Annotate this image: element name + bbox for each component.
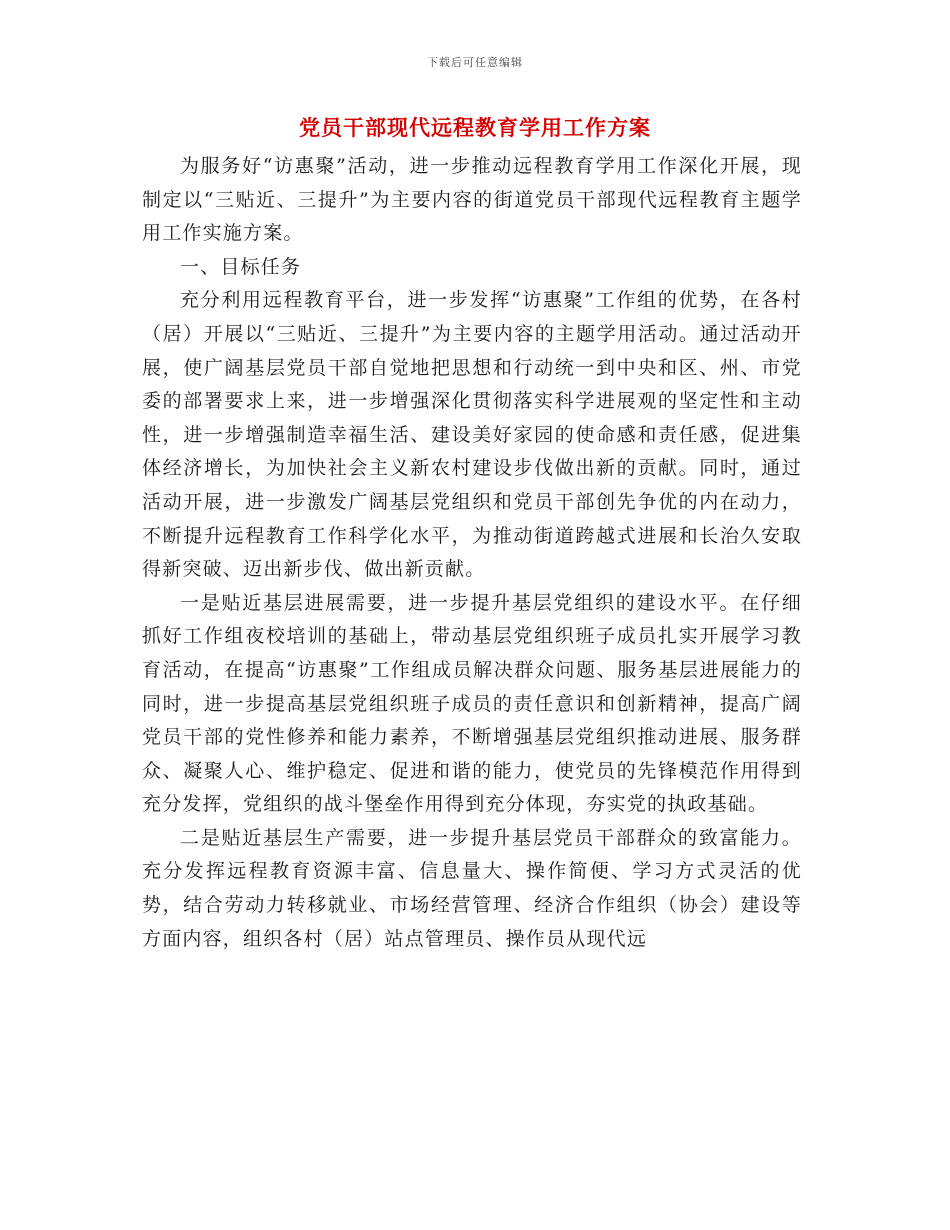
paragraph-point-two: 二是贴近基层生产需要，进一步提升基层党员干部群众的致富能力。充分发挥远程教育资源丰富、信息量大、操作简便、学习方式灵活的优势，结合劳动力转移就业、市场经营管理、经济合作组织（协会）建设等方面内容，组织各村（居）站点管理员、操作员从现代远 <box>142 826 802 950</box>
paragraph-point-one: 一是贴近基层进展需要，进一步提升基层党组织的建设水平。在仔细抓好工作组夜校培训的基础上，带动基层党组织班子成员扎实开展学习教育活动，在提高“访惠聚”工作组成员解决群众问题、服务基层进展能力的同时，进一步提高基层党组织班子成员的责任意识和创新精神，提高广阔党员干部的党性修养和能力素养，不断增强基层党组织推动进展、服务群众、凝聚人心、维护稳定、促进和谐的能力，使党员的先锋模范作用得到充分发挥，党组织的战斗堡垒作用得到充分体现，夯实党的执政基础。 <box>142 591 802 816</box>
paragraph-goals: 充分利用远程教育平台，进一步发挥“访惠聚”工作组的优势，在各村（居）开展以“三贴近、三提升”为主要内容的主题学用活动。通过活动开展，使广阔基层党员干部自觉地把思想和行动统一到中央和区、州、市党委的部署要求上来，进一步增强深化贯彻落实科学进展观的坚定性和主动性，进一步增强制造幸福生活、建设美好家园的使命感和责任感，促进集体经济增长，为加快社会主义新农村建设步伐做出新的贡献。同时，通过活动开展，进一步激发广阔基层党组织和党员干部创先争优的内在动力，不断提升远程教育工作科学化水平，为推动街道跨越式进展和长治久安取得新突破、迈出新步伐、做出新贡献。 <box>142 289 802 581</box>
paragraph-intro: 为服务好“访惠聚”活动，进一步推动远程教育学用工作深化开展，现制定以“三贴近、三提升”为主要内容的街道党员干部现代远程教育主题学用工作实施方案。 <box>142 155 802 245</box>
page-header-note: 下载后可任意编辑 <box>427 56 523 69</box>
document-body <box>142 150 802 956</box>
document-title: 党员干部现代远程教育学用工作方案 <box>299 115 651 140</box>
section-heading-goals: 一、目标任务 <box>180 255 302 278</box>
